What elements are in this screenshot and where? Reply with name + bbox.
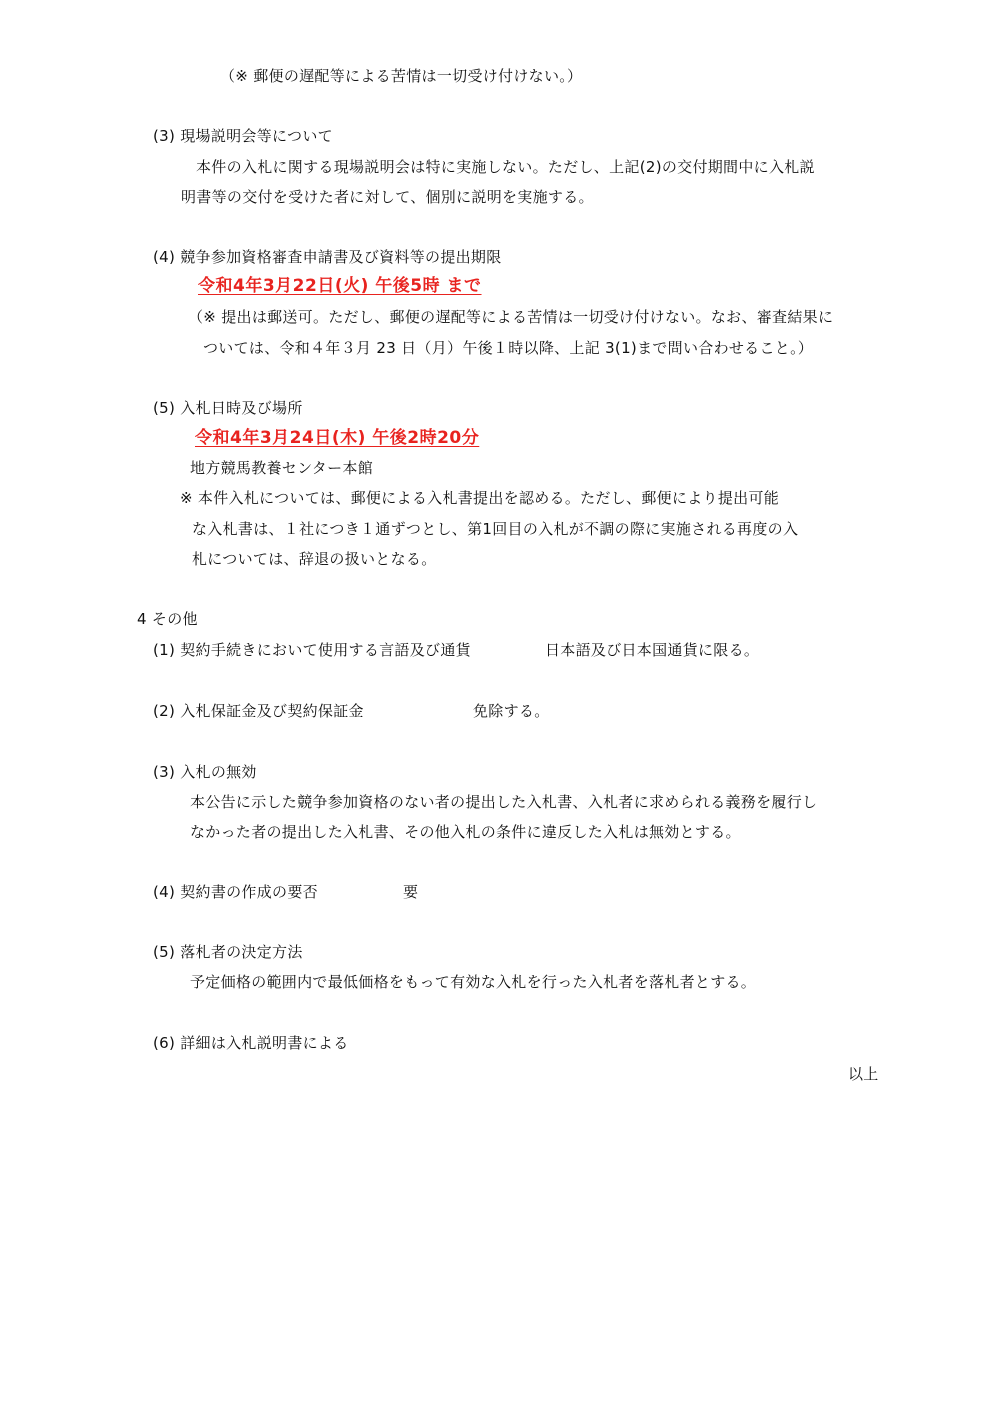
item-language-currency-label: (1) 契約手続きにおいて使用する言語及び通貨 [153, 641, 471, 659]
paragraph-line: 本件の入札に関する現場説明会は特に実施しない。ただし、上記(2)の交付期間中に入札説 [196, 158, 815, 176]
paragraph-line: 明書等の交付を受けた者に対して、個別に説明を実施する。 [181, 188, 594, 206]
bid-datetime: 令和4年3月24日(木) 午後2時20分 [195, 428, 480, 448]
note-line: （※ 提出は郵送可。ただし、郵便の遅配等による苦情は一切受け付けない。なお、審査結果に [188, 308, 834, 326]
heading-submission-deadline: (4) 競争参加資格審査申請書及び資料等の提出期限 [153, 248, 502, 266]
submission-deadline-date: 令和4年3月22日(火) 午後5時 まで [198, 276, 482, 296]
section-heading-other: 4 その他 [137, 610, 198, 628]
paragraph-line: 予定価格の範囲内で最低価格をもって有効な入札を行った入札者を落札者とする。 [190, 973, 757, 991]
heading-details: (6) 詳細は入札説明書による [153, 1034, 349, 1052]
heading-bid-invalid: (3) 入札の無効 [153, 763, 257, 781]
paragraph-line: なかった者の提出した入札書、その他入札の条件に違反した入札は無効とする。 [190, 823, 741, 841]
paragraph-line: 本公告に示した競争参加資格のない者の提出した入札書、入札者に求められる義務を履行し [190, 793, 818, 811]
item-contract-doc-value: 要 [403, 883, 419, 901]
heading-bid-datetime-place: (5) 入札日時及び場所 [153, 399, 303, 417]
mail-delay-note: （※ 郵便の遅配等による苦情は一切受け付けない。） [220, 67, 583, 85]
item-language-currency-value: 日本語及び日本国通貨に限る。 [545, 641, 760, 659]
item-contract-doc-label: (4) 契約書の作成の要否 [153, 883, 318, 901]
note-line: な入札書は、１社につき１通ずつとし、第1回目の入札が不調の際に実施される再度の入 [192, 520, 799, 538]
closing-text: 以上 [848, 1065, 879, 1083]
heading-winner-method: (5) 落札者の決定方法 [153, 943, 303, 961]
bid-place: 地方競馬教養センター本館 [190, 459, 374, 477]
note-line: 札については、辞退の扱いとなる。 [192, 550, 437, 568]
item-deposit-label: (2) 入札保証金及び契約保証金 [153, 702, 364, 720]
note-line: ついては、令和４年３月 23 日（月）午後１時以降、上記 3(1)まで問い合わせること。） [203, 339, 814, 357]
item-deposit-value: 免除する。 [473, 702, 550, 720]
note-line: ※ 本件入札については、郵便による入札書提出を認める。ただし、郵便により提出可能 [180, 489, 780, 507]
heading-site-briefing: (3) 現場説明会等について [153, 127, 333, 145]
